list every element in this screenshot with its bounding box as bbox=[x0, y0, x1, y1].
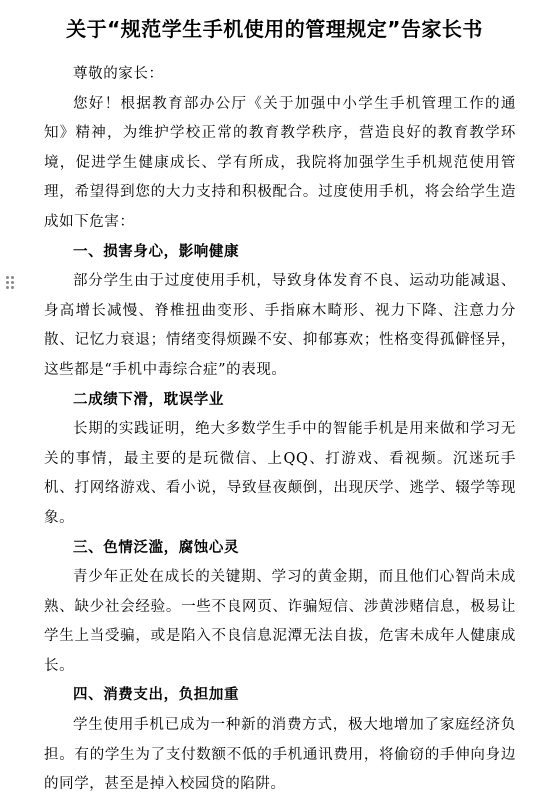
drag-dot bbox=[11, 276, 14, 279]
drag-dot bbox=[6, 286, 9, 289]
drag-dot bbox=[11, 281, 14, 284]
drag-dot bbox=[6, 276, 9, 279]
document-body bbox=[44, 60, 516, 800]
section-heading: 二成绩下滑，耽误学业 bbox=[73, 391, 224, 408]
intro-paragraph: 您好！根据教育部办公厅《关于加强中小学生手机管理工作的通知》精神，为维护学校正常的教育教学秩序，营造良好的教育教学环境，促进学生健康成长、学有所成，我院将加强学生手机规范使用管理，希望得到您的大力支持和积极配合。过度使用手机，将会给学生造成如下危害： bbox=[44, 95, 516, 230]
section-heading: 一、损害身心，影响健康 bbox=[73, 243, 240, 260]
drag-dot bbox=[6, 281, 9, 284]
section-paragraph: 学生使用手机已成为一种新的消费方式，极大地增加了家庭经济负担。有的学生为了支付数额不低的手机通讯费用，将偷窃的手伸向身边的同学，甚至是掉入校园贷的陷阱。 bbox=[44, 717, 516, 793]
section-heading: 四、消费支出，负担加重 bbox=[73, 687, 240, 704]
salutation: 尊敬的家长： bbox=[73, 66, 164, 82]
drag-handle-icon[interactable] bbox=[6, 276, 16, 290]
section-paragraph: 青少年正处在成长的关键期、学习的黄金期，而且他们心智尚未成熟、缺少社会经验。一些不良网页、诈骗短信、涉黄涉赌信息，极易让学生上当受骗，或是陷入不良信息泥潭无法自拔，危害未成年人健康成长。 bbox=[44, 569, 516, 674]
section-heading: 三、色情泛滥，腐蚀心灵 bbox=[73, 539, 240, 556]
section-paragraph: 部分学生由于过度使用手机，导致身体发育不良、运动功能减退、身高增长减慢、脊椎扭曲变形、手指麻木畸形、视力下降、注意力分散、记忆力衰退；情绪变得烦躁不安、抑郁寡欢；性格变得孤僻怪异，这些都是“手机中毒综合症”的表现。 bbox=[44, 273, 516, 378]
document-title: 关于“规范学生手机使用的管理规定”告家长书 bbox=[66, 17, 483, 41]
drag-dot bbox=[11, 286, 14, 289]
section-paragraph: 长期的实践证明，绝大多数学生手中的智能手机是用来做和学习无关的事情，最主要的是玩微信、上QQ、打游戏、看视频。沉迷玩手机、打网络游戏、看小说，导致昼夜颠倒，出现厌学、逃学、辍学等现象。 bbox=[44, 421, 516, 526]
